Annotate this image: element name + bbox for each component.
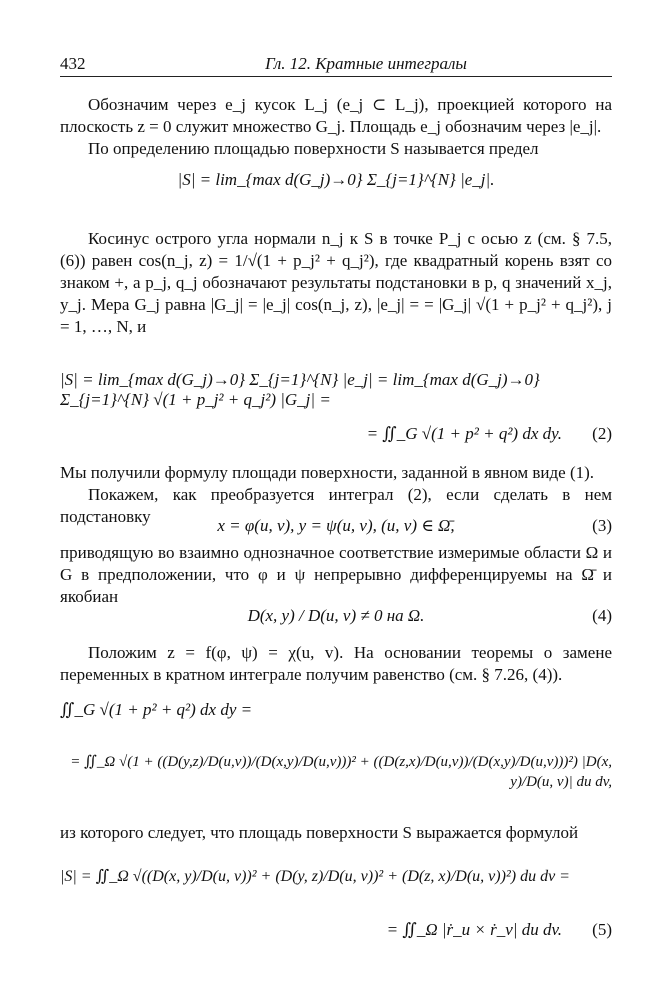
paragraph-8	[60, 822, 612, 844]
paragraph-3-text: Косинус острого угла нормали n_j к S в точке P_j с осью z (см. § 7.5, (6)) равен cos(n_j, z) = 1/√(1 + p_j² + q_j²), где квадратный корень взят со знаком +, а p_j, q_j обозначают результаты подстановки в p, q значений x_j, y_j. Мера G_j равна |G_j| = |e_j| cos(n_j, z), |e_j| = = |G_j| √(1 + p_j² + q_j²), j = 1, …, N, и	[60, 229, 612, 336]
equation-3-number: (3)	[592, 516, 612, 535]
equation-4-text: D(x, y) / D(u, v) ≠ 0 на Ω.	[247, 606, 425, 625]
equation-change-line-1-text: ∬_G √(1 + p² + q²) dx dy =	[60, 700, 253, 719]
equation-4-number: (4)	[592, 606, 612, 625]
running-header	[60, 52, 612, 77]
paragraph-1-text: Обозначим через e_j кусок L_j (e_j ⊂ L_j), проекцией которого на плоскость z = 0 служит множество G_j. Площадь e_j обозначим через |e_j|.	[60, 95, 612, 136]
equation-change-line-1	[60, 700, 612, 720]
equation-5-number: (5)	[592, 920, 612, 939]
equation-5-line-1	[60, 866, 612, 888]
equation-2-line-2	[60, 424, 612, 444]
paragraph-4	[60, 462, 612, 484]
equation-limit-text: |S| = lim_{max d(G_j)→0} Σ_{j=1}^{N} |e_j|.	[177, 170, 495, 189]
paragraph-4-text: Мы получили формулу площади поверхности, заданной в явном виде (1).	[60, 463, 595, 482]
paragraph-7	[60, 642, 612, 686]
equation-change-line-2-text: = ∬_Ω √(1 + ((D(y,z)/D(u,v))/(D(x,y)/D(u,v)))² + ((D(z,x)/D(u,v))/(D(x,y)/D(u,v)))²) |D(x, y)/D(u, v)| du dv,	[70, 754, 612, 790]
equation-change-line-2	[60, 752, 612, 792]
equation-2-line-2-text: = ∬_G √(1 + p² + q²) dx dy.	[366, 424, 562, 443]
paragraph-1	[60, 94, 612, 138]
equation-5-line-2	[60, 920, 612, 940]
equation-2-number: (2)	[592, 424, 612, 443]
paragraph-6	[60, 542, 612, 608]
equation-4	[60, 606, 612, 626]
running-title: Гл. 12. Кратные интегралы	[265, 54, 467, 73]
paragraph-5-text: Покажем, как преобразуется интеграл (2), если сделать в нем подстановку	[60, 485, 612, 526]
paragraph-8-text: из которого следует, что площадь поверхности S выражается формулой	[60, 823, 579, 842]
equation-2-line-1-text: |S| = lim_{max d(G_j)→0} Σ_{j=1}^{N} |e_j| = lim_{max d(G_j)→0} Σ_{j=1}^{N} √(1 + p_j² + q_j²) |G_j| =	[60, 370, 540, 409]
equation-5-line-2-text: = ∬_Ω |ṙ_u × ṙ_v| du dv.	[386, 920, 562, 939]
page	[60, 52, 612, 939]
paragraph-6-text: приводящую во взаимно однозначное соответствие измеримые области Ω и G в предположении, что φ и ψ непрерывно дифференцируемы на Ω̄ и якобиан	[60, 543, 612, 606]
paragraph-3	[60, 228, 612, 338]
equation-5-line-1-text: |S| = ∬_Ω √((D(x, y)/D(u, v))² + (D(y, z)/D(u, v))² + (D(z, x)/D(u, v))²) du dv =	[60, 868, 570, 885]
equation-limit	[60, 170, 612, 190]
equation-2-line-1	[60, 370, 612, 410]
paragraph-7-text: Положим z = f(φ, ψ) = χ(u, v). На основании теоремы о замене переменных в кратном интеграле получим равенство (см. § 7.26, (4)).	[60, 643, 612, 684]
paragraph-2-text: По определению площадью поверхности S называется предел	[88, 139, 539, 158]
page-number: 432	[60, 54, 86, 73]
equation-3	[60, 516, 612, 536]
paragraph-2	[60, 138, 612, 160]
equation-3-text: x = φ(u, v), y = ψ(u, v), (u, v) ∈ Ω̄,	[217, 516, 455, 535]
